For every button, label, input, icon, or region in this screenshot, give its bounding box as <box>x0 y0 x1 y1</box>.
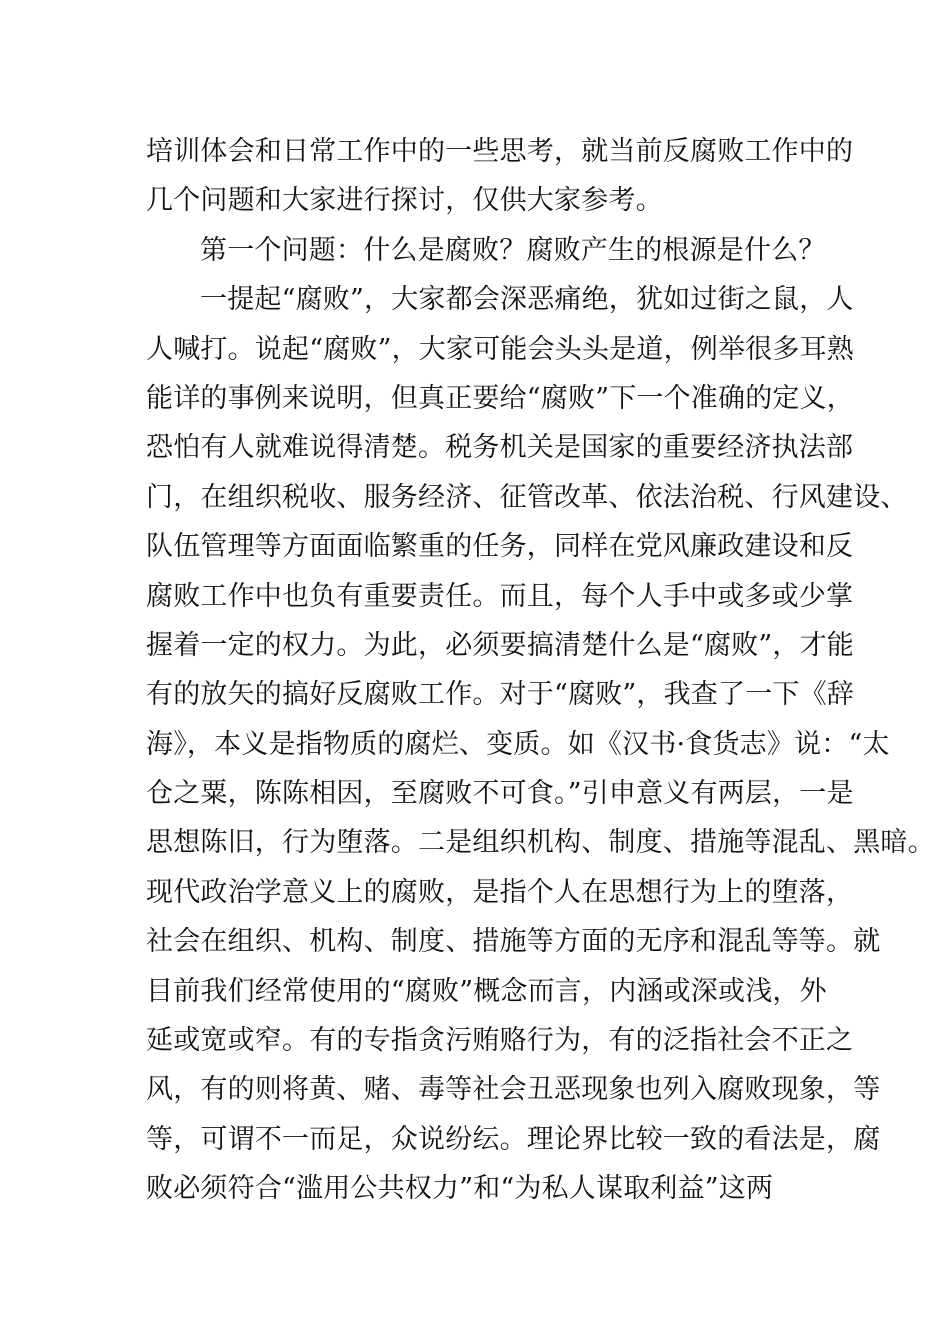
text-line: 海》，本义是指物质的腐烂、变质。如《汉书·食货志》说：“太 <box>146 728 890 760</box>
text-line: 腐败工作中也负有重要责任。而且，每个人手中或多或少掌 <box>146 580 854 612</box>
text-line: 风，有的则将黄、赌、毒等社会丑恶现象也列入腐败现象，等 <box>146 1074 881 1106</box>
text-line: 培训体会和日常工作中的一些思考，就当前反腐败工作中的 <box>146 136 854 167</box>
text-line: 能详的事例来说明，但真正要给“腐败”下一个准确的定义， <box>146 382 855 414</box>
text-line: 门，在组织税收、服务经济、征管改革、依法治税、行风建设、 <box>146 481 908 513</box>
text-line: 仓之粟，陈陈相因，至腐败不可食。”引申意义有两层，一是 <box>146 778 854 810</box>
text-line: 等，可谓不一而足，众说纷纭。理论界比较一致的看法是，腐 <box>146 1123 881 1155</box>
text-line: 现代政治学意义上的腐败，是指个人在思想行为上的堕落， <box>146 876 854 908</box>
body-text <box>146 127 935 1214</box>
text-line: 社会在组织、机构、制度、措施等方面的无序和混乱等等。就 <box>146 926 881 958</box>
text-line: 人喊打。说起“腐败”，大家可能会头头是道，例举很多耳熟 <box>146 333 855 365</box>
text-line: 几个问题和大家进行探讨，仅供大家参考。 <box>146 185 663 217</box>
text-line: 队伍管理等方面面临繁重的任务，同样在党风廉政建设和反 <box>146 531 854 563</box>
text-line: 败必须符合“滥用公共权力”和“为私人谋取利益”这两 <box>146 1173 774 1205</box>
text-line: 思想陈旧，行为堕落。二是组织机构、制度、措施等混乱、黑暗。 <box>146 827 935 859</box>
text-line: 延或宽或窄。有的专指贪污贿赂行为，有的泛指社会不正之 <box>146 1025 854 1057</box>
text-line: 目前我们经常使用的“腐败”概念而言，内涵或深或浅，外 <box>146 975 827 1007</box>
text-line: 有的放矢的搞好反腐败工作。对于“腐败”，我查了一下《辞 <box>146 679 855 711</box>
text-line: 一提起“腐败”，大家都会深恶痛绝，犹如过街之鼠，人 <box>200 284 854 316</box>
text-line: 恐怕有人就难说得清楚。税务机关是国家的重要经济执法部 <box>146 432 854 464</box>
text-line: 握着一定的权力。为此，必须要搞清楚什么是“腐败”，才能 <box>146 629 855 661</box>
section-heading: 第一个问题：什么是腐败？腐败产生的根源是什么？ <box>200 234 826 266</box>
